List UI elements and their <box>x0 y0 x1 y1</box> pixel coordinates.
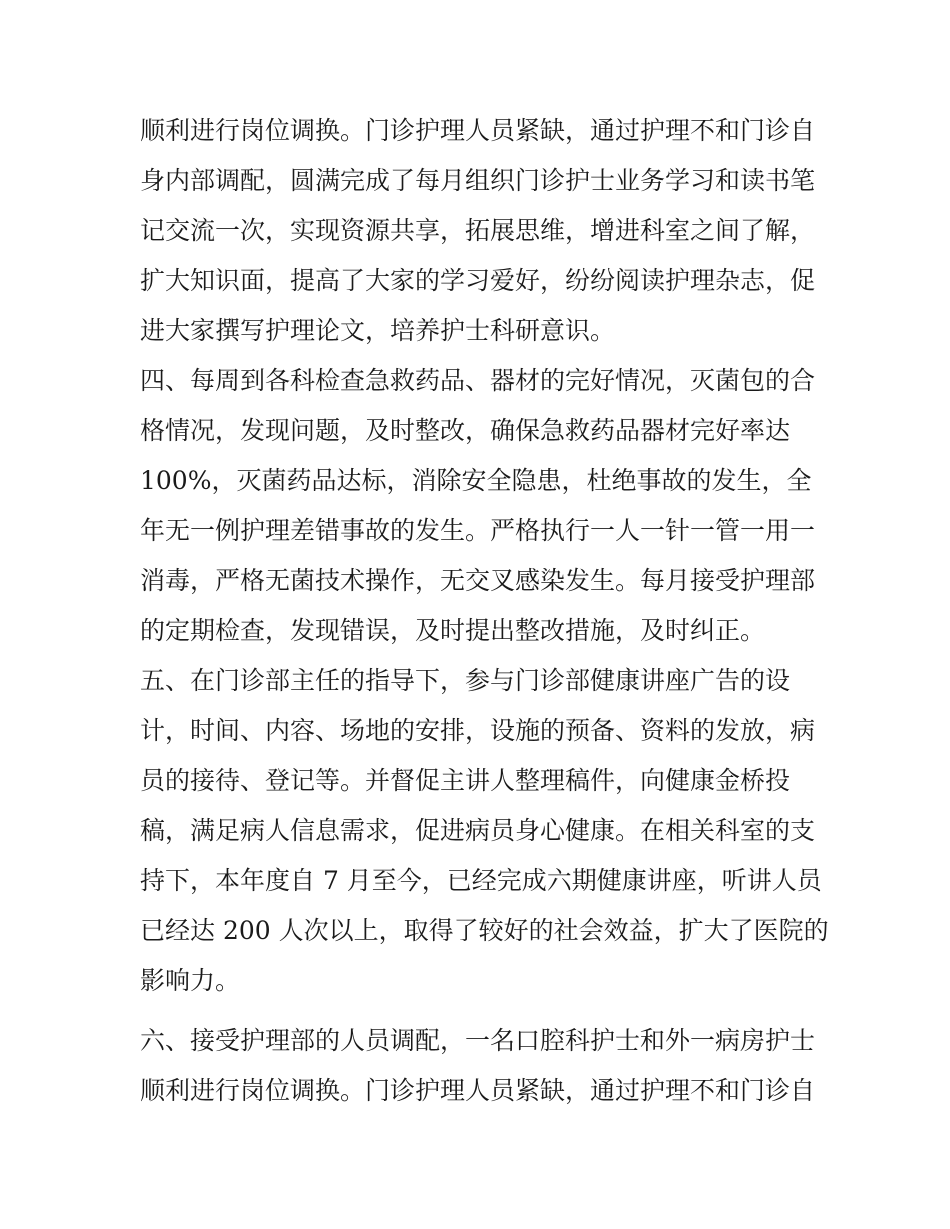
text-line: 影响力。 <box>140 966 241 995</box>
text-line: 进大家撰写护理论文，培养护士科研意识。 <box>140 316 616 345</box>
text-line: 消毒，严格无菌技术操作，无交叉感染发生。每月接受护理部 <box>140 566 816 595</box>
text-line: 100%，灭菌药品达标，消除安全隐患，杜绝事故的发生，全 <box>140 466 812 495</box>
text-line: 员的接待、登记等。并督促主讲人整理稿件，向健康金桥投 <box>140 766 791 795</box>
text-line: 记交流一次，实现资源共享，拓展思维，增进科室之间了解， <box>140 216 816 245</box>
text-line: 扩大知识面，提高了大家的学习爱好，纷纷阅读护理杂志，促 <box>140 266 816 295</box>
text-line: 六、接受护理部的人员调配，一名口腔科护士和外一病房护士 <box>140 1026 816 1055</box>
text-line: 稿，满足病人信息需求，促进病员身心健康。在相关科室的支 <box>140 816 816 845</box>
text-line: 计，时间、内容、场地的安排，设施的预备、资料的发放，病 <box>140 716 816 745</box>
text-line: 持下，本年度自 7 月至今，已经完成六期健康讲座，听讲人员 <box>140 866 822 895</box>
text-line: 身内部调配，圆满完成了每月组织门诊护士业务学习和读书笔 <box>140 166 816 195</box>
text-line: 顺利进行岗位调换。门诊护理人员紧缺，通过护理不和门诊自 <box>140 116 816 145</box>
text-line: 五、在门诊部主任的指导下，参与门诊部健康讲座广告的设 <box>140 666 791 695</box>
text-line: 格情况，发现问题，及时整改，确保急救药品器材完好率达 <box>140 416 791 445</box>
text-line: 的定期检查，发现错误，及时提出整改措施，及时纠正。 <box>140 616 766 645</box>
text-line: 已经达 200 人次以上，取得了较好的社会效益，扩大了医院的 <box>140 916 829 945</box>
text-line: 年无一例护理差错事故的发生。严格执行一人一针一管一用一 <box>140 516 816 545</box>
text-line: 四、每周到各科检查急救药品、器材的完好情况，灭菌包的合 <box>140 366 816 395</box>
text-line: 顺利进行岗位调换。门诊护理人员紧缺，通过护理不和门诊自 <box>140 1076 816 1105</box>
